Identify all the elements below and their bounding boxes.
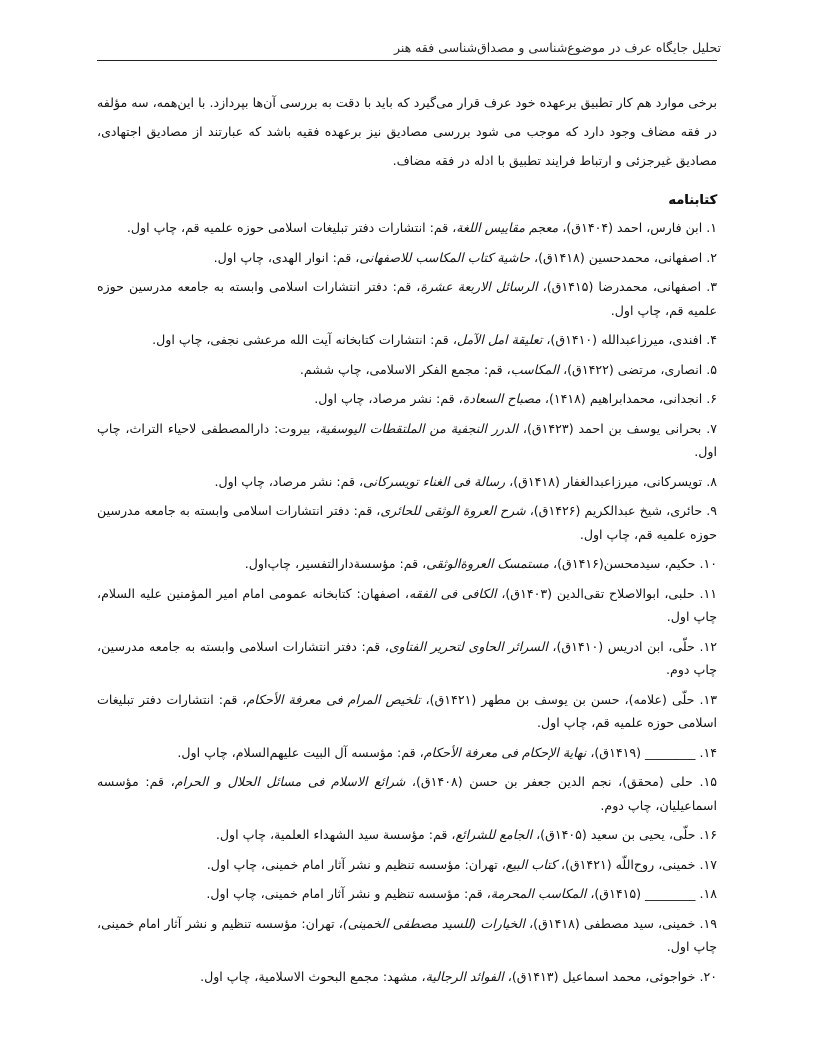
reference-number: ۱. xyxy=(706,220,717,235)
reference-author: اصفهانی، محمدرضا (۱۴۱۵ق)، xyxy=(537,279,702,294)
reference-title: الرسائل الاربعة عشرة xyxy=(420,279,538,294)
reference-publisher: ، قم: مؤسسه اسماعیلیان، چاپ دوم. xyxy=(97,774,717,813)
reference-publisher: ، قم: دفتر انتشارات اسلامی وابسته به جامعه مدرسین، چاپ دوم. xyxy=(97,638,717,677)
reference-number: ۱۳. xyxy=(699,691,717,707)
reference-title: نهایة الإحکام فی معرفة الأحکام xyxy=(423,744,587,760)
reference-title: الکافی فی الفقه xyxy=(409,585,497,601)
reference-item xyxy=(97,358,717,382)
reference-author: حلّی، یحیی بن سعید (۱۴۰۵ق)، xyxy=(532,827,696,842)
reference-publisher: ، بیروت: دارالمصطفی لاحیاء التراث، چاپ اول. xyxy=(97,420,717,459)
reference-author: انجدانی، محمدابراهیم (۱۴۱۸)، xyxy=(540,391,703,406)
reference-publisher: ، قم: مؤسسه تنظیم و نشر آثار امام خمینی، چاپ اول. xyxy=(206,886,491,901)
reference-publisher: ، قم: مؤسسة سید الشهداء العلمیة، چاپ اول. xyxy=(215,827,456,842)
reference-author: خواجوئی، محمد اسماعیل (۱۴۱۳ق)، xyxy=(503,968,696,984)
reference-number: ۶. xyxy=(706,391,717,406)
reference-title: مستمسک العروةالوثقی xyxy=(426,556,550,571)
reference-author: خمینی، سید مصطفی (۱۴۱۸ق)، xyxy=(524,915,696,931)
reference-author: حلی (محقق)، نجم الدین جعفر بن حسن (۱۴۰۸ق)، xyxy=(405,774,693,789)
reference-author: ________ (۱۴۱۵ق)، xyxy=(586,886,696,901)
header-rule xyxy=(97,60,717,61)
reference-item xyxy=(97,328,717,352)
reference-publisher: ، قم: انتشارات دفتر تبلیغات اسلامی حوزه علمیه قم، چاپ اول. xyxy=(126,220,457,235)
reference-publisher: ، قم: نشر مرصاد، چاپ اول. xyxy=(314,391,463,406)
reference-item xyxy=(97,912,717,959)
reference-title: الفوائد الرجالیة xyxy=(425,968,504,984)
reference-number: ۱۷. xyxy=(699,856,717,872)
reference-title: الدرر النجفیة من الملتقطات الیوسفیة xyxy=(319,420,518,436)
reference-number: ۱۶. xyxy=(699,827,717,842)
reference-item xyxy=(97,688,717,735)
reference-title: رسالة فی الغناء تویسرکانی xyxy=(363,473,506,489)
reference-number: ۴. xyxy=(706,332,717,347)
reference-item xyxy=(97,387,717,411)
reference-item xyxy=(97,853,717,877)
reference-title: شرائع الاسلام فی مسائل الحلال و الحرام xyxy=(174,774,406,789)
reference-publisher: ، قم: انوار الهدی، چاپ اول. xyxy=(213,249,360,265)
intro-paragraph: برخی موارد هم کار تطبیق برعهده خود عرف قرار می‌گیرد که باید با دقت به بررسی آن‌ها بپردازد. با این‌همه، سه مؤلفه در فقه مضاف وجود دارد که موجب می شود بررسی مصادیق نیز برعهده فقیه باشد که عبارتند از مصادیق اجتهادی، مصادیق غیرجزئی و ارتباط فرایند تطبیق با ادله در فقه مضاف. xyxy=(97,95,717,168)
reference-item xyxy=(97,417,717,464)
reference-author: ابن فارس، احمد (۱۴۰۴ق)، xyxy=(558,220,703,235)
reference-number: ۱۸. xyxy=(699,886,717,901)
reference-title: الخیارات (للسید مصطفی الخمینی) xyxy=(342,915,525,931)
reference-title: معجم مقاییس اللغة xyxy=(456,220,559,235)
reference-publisher: ، قم: انتشارات دفتر تبلیغات اسلامی حوزه علمیه قم، چاپ اول. xyxy=(97,691,717,730)
bibliography-list xyxy=(97,216,717,988)
reference-title: السرائر الحاوی لتحریر الفتاوی xyxy=(388,638,548,654)
reference-number: ۱۵. xyxy=(699,774,717,789)
reference-author: ________ (۱۴۱۹ق)، xyxy=(586,744,696,760)
reference-number: ۳. xyxy=(706,279,717,294)
reference-number: ۸. xyxy=(706,473,717,489)
reference-title: حاشیة کتاب المکاسب للاصفهانی xyxy=(359,249,530,265)
reference-title: المکاسب المحرمة xyxy=(490,886,587,901)
reference-item xyxy=(97,741,717,765)
reference-publisher: ، تهران: مؤسسه تنظیم و نشر آثار امام خمینی، چاپ اول. xyxy=(97,915,717,954)
reference-number: ۲۰. xyxy=(699,968,717,984)
reference-author: خمینی، روح‌اللّه (۱۴۲۱ق)، xyxy=(556,856,696,872)
reference-item xyxy=(97,770,717,817)
reference-author: حلبی، ابوالاصلاح تقی‌الدین (۱۴۰۳ق)، xyxy=(496,585,695,601)
reference-title: کتاب البیع xyxy=(505,856,557,872)
bibliography-heading: کتابنامه xyxy=(668,193,717,208)
reference-number: ۱۰. xyxy=(699,556,717,571)
reference-author: حلّی، ابن ادریس (۱۴۱۰ق)، xyxy=(547,638,695,654)
reference-item xyxy=(97,552,717,576)
reference-title: تعلیقة امل الآمل xyxy=(456,332,543,347)
reference-title: الجامع للشرائع xyxy=(455,827,533,842)
reference-publisher: ، قم: مؤسسه آل البیت علیهم‌السلام، چاپ اول. xyxy=(177,744,424,760)
reference-publisher: ، قم: مجمع الفکر الاسلامی، چاپ ششم. xyxy=(299,361,511,377)
reference-author: حلّی (علامه)، حسن بن یوسف بن مطهر (۱۴۲۱ق)، xyxy=(420,691,695,707)
reference-item xyxy=(97,582,717,629)
reference-author: تویسرکانی، میرزاعبدالغفار (۱۴۱۸ق)، xyxy=(505,473,703,489)
reference-publisher: ، قم: نشر مرصاد، چاپ اول. xyxy=(214,473,364,489)
reference-number: ۱۴. xyxy=(699,744,717,760)
reference-number: ۹. xyxy=(706,503,717,518)
running-header: تحلیل جایگاه عرف در موضوع‌شناسی و مصداق‌شناسی فقه هنر xyxy=(393,40,721,55)
reference-item xyxy=(97,823,717,847)
reference-publisher: ، تهران: مؤسسه تنظیم و نشر آثار امام خمینی، چاپ اول. xyxy=(206,856,506,872)
reference-item xyxy=(97,882,717,906)
reference-item xyxy=(97,470,717,494)
reference-publisher: ، قم: انتشارات کتابخانه آیت الله مرعشی نجفی، چاپ اول. xyxy=(152,332,457,347)
reference-title: تلخیص المرام فی معرفة الأحکام xyxy=(246,691,421,707)
reference-item xyxy=(97,275,717,322)
reference-item xyxy=(97,965,717,989)
reference-title: المکاسب xyxy=(510,361,560,377)
reference-author: افندی، میرزاعبدالله (۱۴۱۰ق)، xyxy=(542,332,703,347)
reference-author: بحرانی یوسف بن احمد (۱۴۲۳ق)، xyxy=(517,420,702,436)
reference-author: اصفهانی، محمدحسین (۱۴۱۸ق)، xyxy=(530,249,703,265)
reference-author: حکیم، سیدمحسن(۱۴۱۶ق)، xyxy=(549,556,696,571)
reference-number: ۱۲. xyxy=(699,638,717,654)
reference-item xyxy=(97,635,717,682)
reference-number: ۱۱. xyxy=(699,585,717,601)
reference-item xyxy=(97,216,717,240)
reference-publisher: ، مشهد: مجمع البحوث الاسلامیة، چاپ اول. xyxy=(200,968,426,984)
reference-title: شرح العروة الوثقی للحائری xyxy=(380,503,526,518)
reference-number: ۲. xyxy=(706,249,717,265)
reference-number: ۱۹. xyxy=(699,915,717,931)
reference-publisher: ، قم: مؤسسةدارالتفسیر، چاپ‌اول. xyxy=(244,556,427,571)
reference-author: حائری، شیخ عبدالکریم (۱۴۲۶ق)، xyxy=(525,503,703,518)
reference-title: مصباح السعادة xyxy=(462,391,541,406)
reference-item xyxy=(97,499,717,546)
reference-publisher: ، قم: دفتر انتشارات اسلامی وابسته به جامعه مدرسین حوزه علمیه قم، چاپ اول. xyxy=(97,279,717,318)
reference-author: انصاری، مرتضی (۱۴۲۲ق)، xyxy=(559,361,703,377)
reference-item xyxy=(97,246,717,270)
reference-publisher: ، قم: دفتر انتشارات اسلامی وابسته به جامعه مدرسین حوزه علمیه قم، چاپ اول. xyxy=(97,503,717,542)
reference-publisher: ، اصفهان: کتابخانه عمومی امام امیر المؤمنین علیه السلام، چاپ اول. xyxy=(97,585,717,624)
reference-number: ۵. xyxy=(706,361,717,377)
reference-number: ۷. xyxy=(706,420,717,436)
page-content xyxy=(97,88,717,994)
